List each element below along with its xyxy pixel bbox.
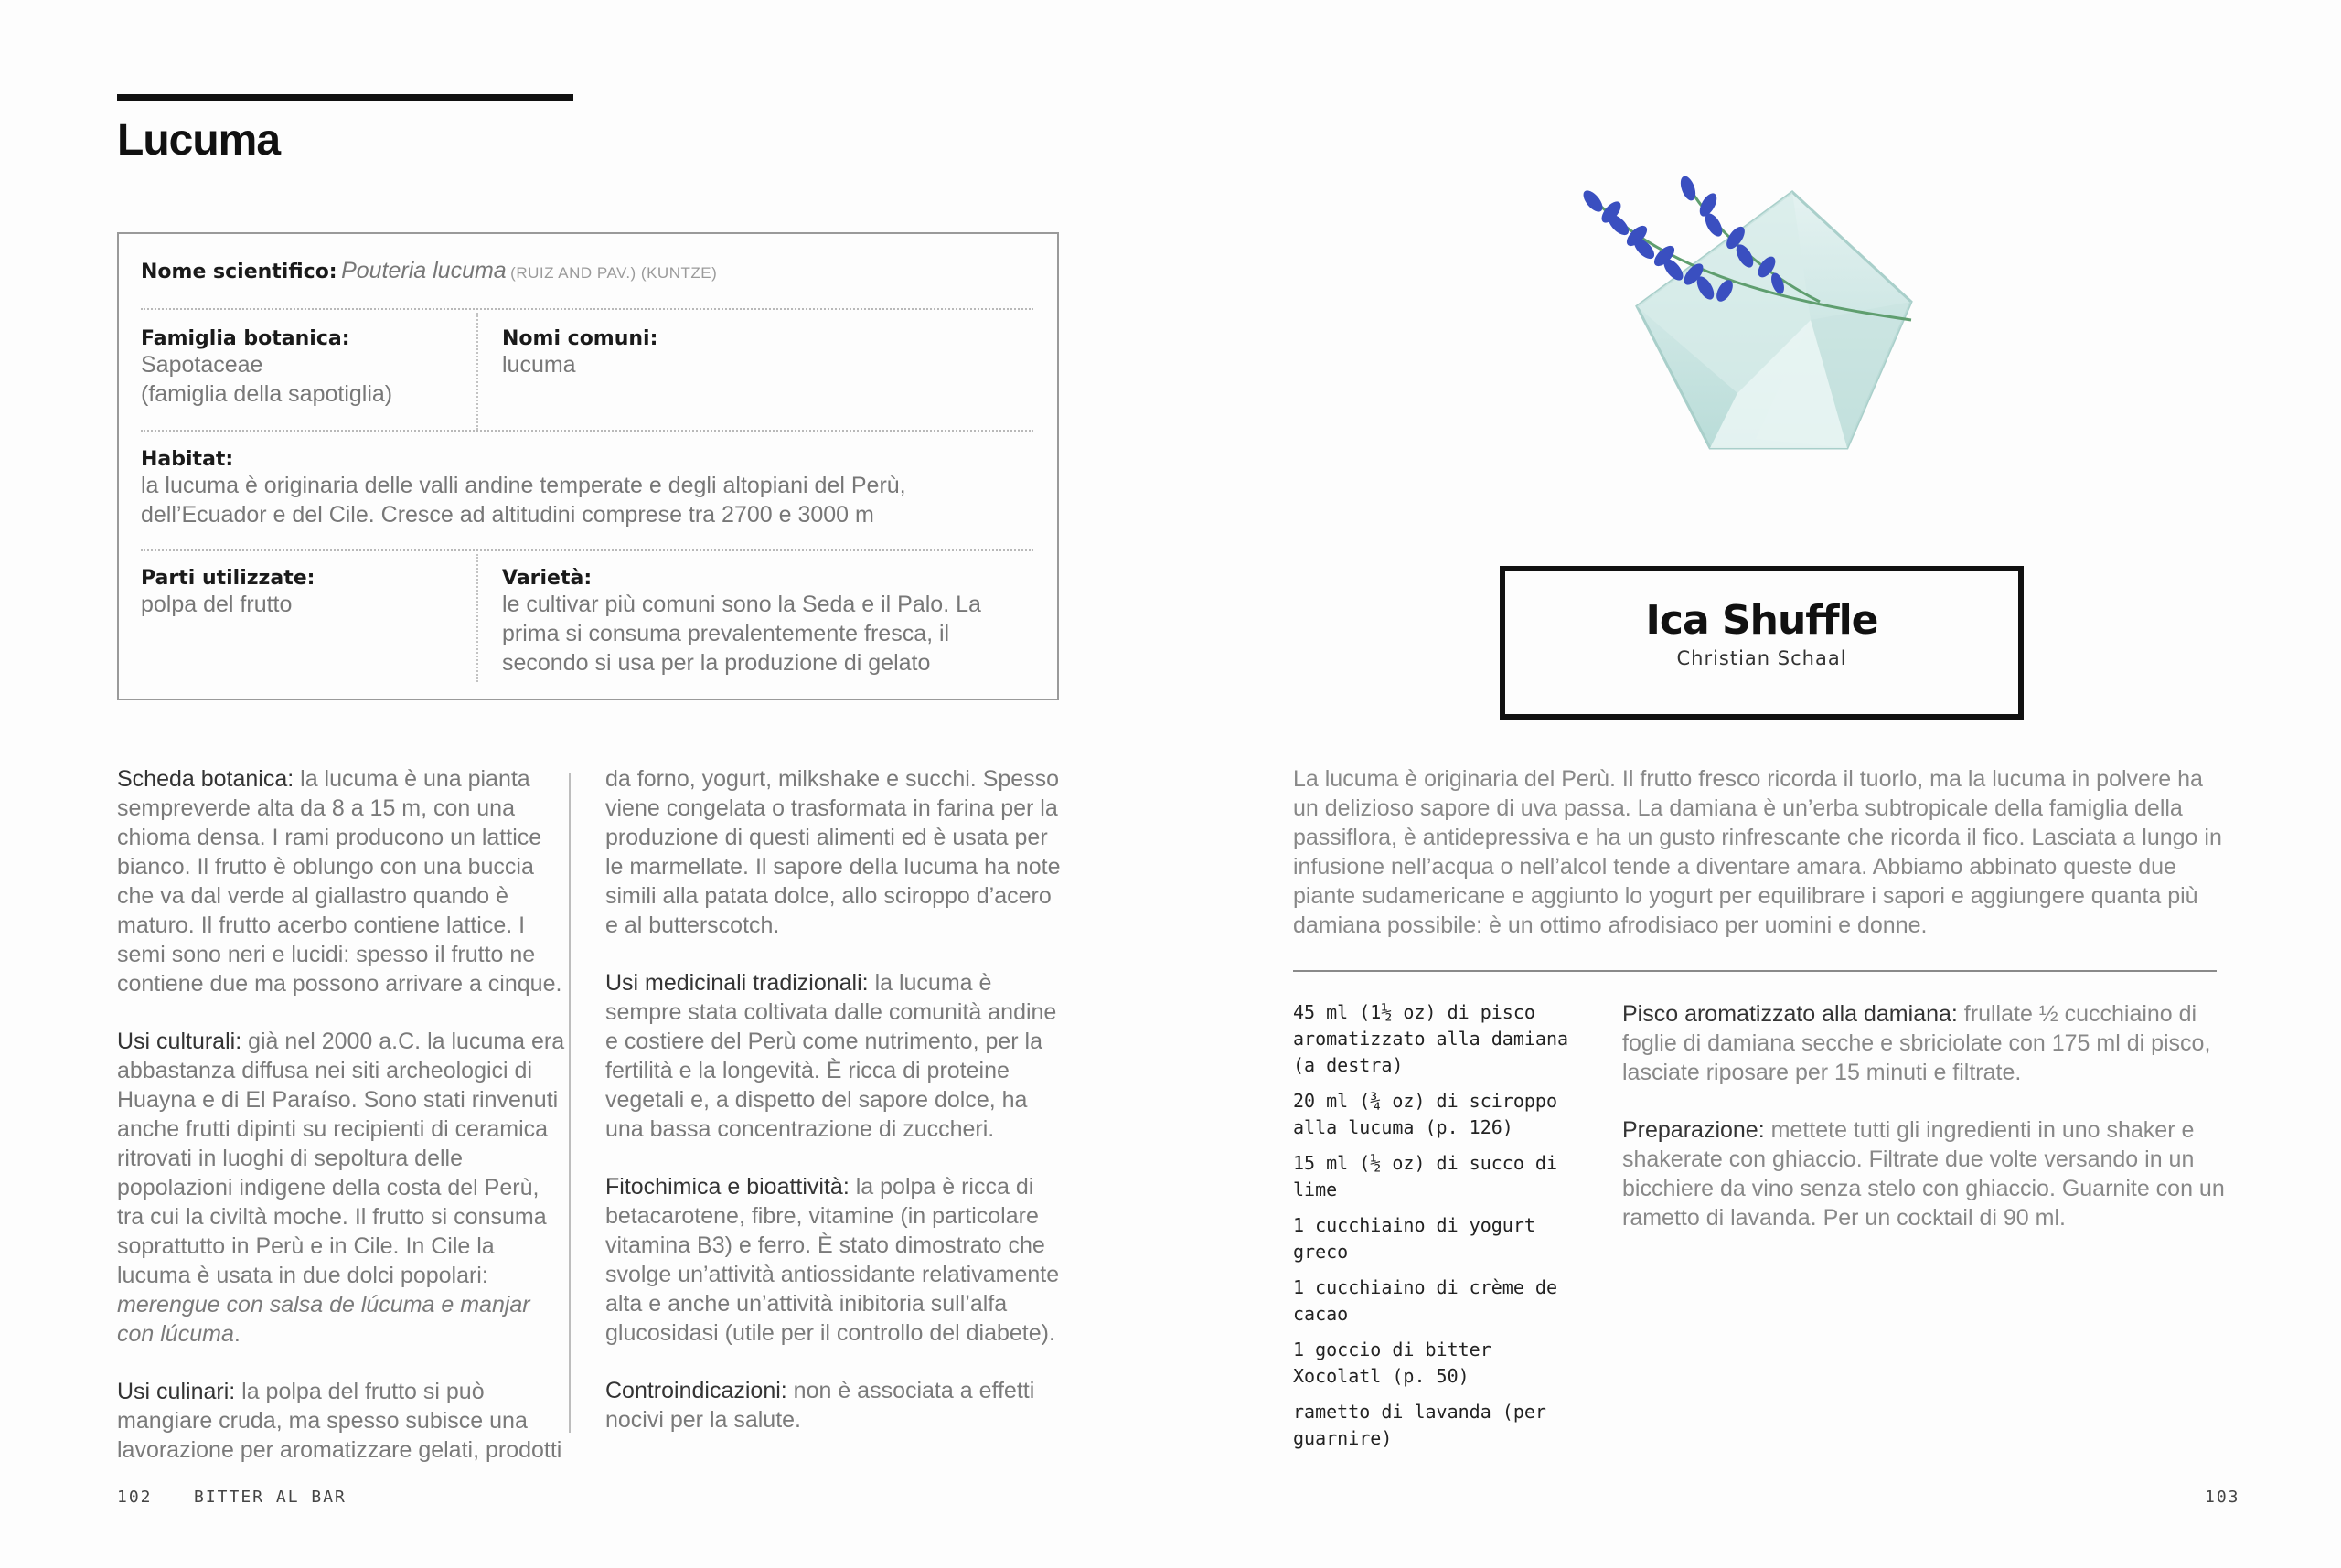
divider <box>141 308 1033 310</box>
habitat-value-2: dell’Ecuador e del Cile. Cresce ad altitudini comprese tra 2700 e 3000 m <box>141 502 874 528</box>
paragraph-body: non è associata a effetti nocivi per la salute. <box>605 1378 1035 1433</box>
scientific-name-label: Nome scientifico: <box>141 261 337 283</box>
glass-icon <box>1637 192 1911 448</box>
paragraph-body: la polpa del frutto si può mangiare cruda, ma spesso subisce una lavorazione per aromatizzare gelati, prodotti <box>117 1379 562 1463</box>
paragraph-body: la polpa è ricca di betacarotene, fibre, vitamine (in particolare vitamina B3) e ferro. È stato dimostrato che svolge un’attività antiossidante relativamente alta e anche un’attività inibitoria sull’alfa glucosidasi (utile per il controllo del diabete). <box>605 1174 1060 1346</box>
variety-value: le cultivar più comuni sono la Seda e il Palo. La <box>502 592 981 617</box>
paragraph-heading: Preparazione: <box>1622 1117 1765 1143</box>
common-names-label: Nomi comuni: <box>502 327 658 350</box>
parts-used-label: Parti utilizzate: <box>141 567 315 590</box>
paragraph <box>605 1376 1063 1435</box>
cocktail-illustration <box>1527 165 2149 530</box>
ingredients-list <box>1293 999 1586 1461</box>
divider <box>141 430 1033 432</box>
ingredient-item: 1 cucchiaino di yogurt greco <box>1293 1214 1535 1263</box>
habitat-label: Habitat: <box>141 448 234 471</box>
variety-value-2: prima si consuma prevalentemente fresca, il <box>502 621 950 646</box>
ingredient-item: 1 goccio di bitter Xocolatl (p. 50) <box>1293 1339 1491 1387</box>
paragraph <box>117 1377 569 1465</box>
cocktail-title: Ica Shuffle <box>1645 597 1878 644</box>
preparation-text <box>1622 999 2244 1261</box>
page-number: 102 <box>117 1488 153 1507</box>
family-label: Famiglia botanica: <box>141 327 350 350</box>
paragraph <box>117 1027 569 1349</box>
botanical-card <box>117 232 1059 700</box>
paragraph-heading: Controindicazioni: <box>605 1378 787 1403</box>
paragraph-heading: Usi culturali: <box>117 1029 242 1054</box>
scientific-authority: (RUIZ AND PAV.) (KUNTZE) <box>510 264 718 282</box>
divider <box>476 313 478 430</box>
cocktail-author: Christian Schaal <box>1676 647 1847 669</box>
variety-value-3: secondo si usa per la produzione di gelato <box>502 650 931 676</box>
ingredient-item: 20 ml (¾ oz) di sciroppo alla lucuma (p. 126) <box>1293 1090 1557 1138</box>
paragraph-italic: merengue con salsa de lúcuma e manjar con lúcuma <box>117 1292 530 1347</box>
paragraph-body: da forno, yogurt, milkshake e succhi. Spesso viene congelata o trasformata in farina per la produzione di questi alimenti ed è usata per le marmellate. Il sapore della lucuma ha note simili alla patata dolce, allo sciroppo d’acero e al butterscotch. <box>605 766 1061 938</box>
divider <box>476 554 478 682</box>
common-names-value: lucuma <box>502 352 576 378</box>
cocktail-title-box <box>1500 566 2024 720</box>
right-page <box>1170 0 2341 1568</box>
paragraph-end: . <box>233 1321 241 1347</box>
paragraph <box>605 764 1063 940</box>
divider <box>141 549 1033 551</box>
running-title: BITTER AL BAR <box>194 1488 347 1507</box>
column-2 <box>605 764 1063 1463</box>
paragraph <box>117 764 569 998</box>
column-1 <box>117 764 569 1493</box>
left-page <box>0 0 1170 1568</box>
ingredient-item: 1 cucchiaino di crème de cacao <box>1293 1276 1557 1325</box>
paragraph-body: la lucuma è sempre stata coltivata dalle comunità andine e costiere del Perù come nutrimento, per la fertilità e la longevità. È ricca di proteine vegetali e, a dispetto del sapore dolce, ha una bassa concentrazione di zuccheri. <box>605 970 1057 1142</box>
page-title: Lucuma <box>117 116 281 165</box>
family-value-note: (famiglia della sapotiglia) <box>141 381 393 407</box>
section-rule <box>1293 970 2217 972</box>
paragraph-heading: Usi medicinali tradizionali: <box>605 970 869 996</box>
paragraph <box>1622 1115 2244 1232</box>
ingredient-item: 45 ml (1½ oz) di pisco aromatizzato alla damiana (a destra) <box>1293 1001 1569 1076</box>
page-number: 103 <box>2205 1488 2240 1507</box>
paragraph-heading: Fitochimica e bioattività: <box>605 1174 850 1200</box>
family-value: Sapotaceae <box>141 352 263 378</box>
paragraph <box>1622 999 2244 1087</box>
column-separator <box>569 773 571 1433</box>
paragraph-body: già nel 2000 a.C. la lucuma era abbastanza diffusa nei siti archeologici di Huayna e di El Paraíso. Sono stati rinvenuti anche frutti dipinti su recipienti di ceramica ritrovati in luoghi di sepoltura delle popolazioni indigene della costa del Perù, tra cui la civiltà moche. Il frutto si consuma soprattutto in Perù e in Cile. In Cile la lucuma è usata in due dolci popolari: <box>117 1029 565 1288</box>
paragraph-heading: Pisco aromatizzato alla damiana: <box>1622 1001 1958 1027</box>
habitat-value: la lucuma è originaria delle valli andine temperate e degli altopiani del Perù, <box>141 473 906 498</box>
ingredient-item: rametto di lavanda (per guarnire) <box>1293 1401 1546 1449</box>
paragraph <box>605 1172 1063 1348</box>
ingredient-item: 15 ml (½ oz) di succo di lime <box>1293 1152 1557 1200</box>
parts-used-value: polpa del frutto <box>141 592 293 617</box>
paragraph-heading: Scheda botanica: <box>117 766 294 792</box>
paragraph <box>605 968 1063 1144</box>
variety-label: Varietà: <box>502 567 593 590</box>
cocktail-intro: La lucuma è originaria del Perù. Il frutto fresco ricorda il tuorlo, ma la lucuma in polvere ha un delizioso sapore di uva passa. La damiana è un’erba subtropicale della famiglia della passiflora, è antidepressiva e ha un gusto rinfrescante che ricorda il fico. Lasciata a lungo in infusione nell’acqua o nell’alcol tende a diventare amara. Abbiamo abbinato queste due piante sudamericane e aggiunto lo yogurt per equilibrare i sapori e aggiungere quanta più damiana possibile: è un ottimo afrodisiaco per uomini e donne. <box>1293 766 2222 938</box>
scientific-name-value: Pouteria lucuma <box>341 258 507 283</box>
title-rule <box>117 94 573 101</box>
paragraph-body: frullate ½ cucchiaino di foglie di damiana secche e sbriciolate con 175 ml di pisco, lasciate riposare per 15 minuti e filtrate. <box>1622 1001 2211 1085</box>
paragraph-heading: Usi culinari: <box>117 1379 236 1404</box>
paragraph-body: la lucuma è una pianta sempreverde alta da 8 a 15 m, con una chioma densa. I rami producono un lattice bianco. Il frutto è oblungo con una buccia che va dal verde al giallastro quando è maturo. Il frutto acerbo contiene lattice. I semi sono neri e lucidi: spesso il frutto ne contiene due ma possono arrivare a cinque. <box>117 766 562 997</box>
paragraph-body: mettete tutti gli ingredienti in uno shaker e shakerate con ghiaccio. Filtrate due volte versando in un bicchiere da vino senza stelo con ghiaccio. Guarnite con un rametto di lavanda. Per un cocktail di 90 ml. <box>1622 1117 2225 1231</box>
